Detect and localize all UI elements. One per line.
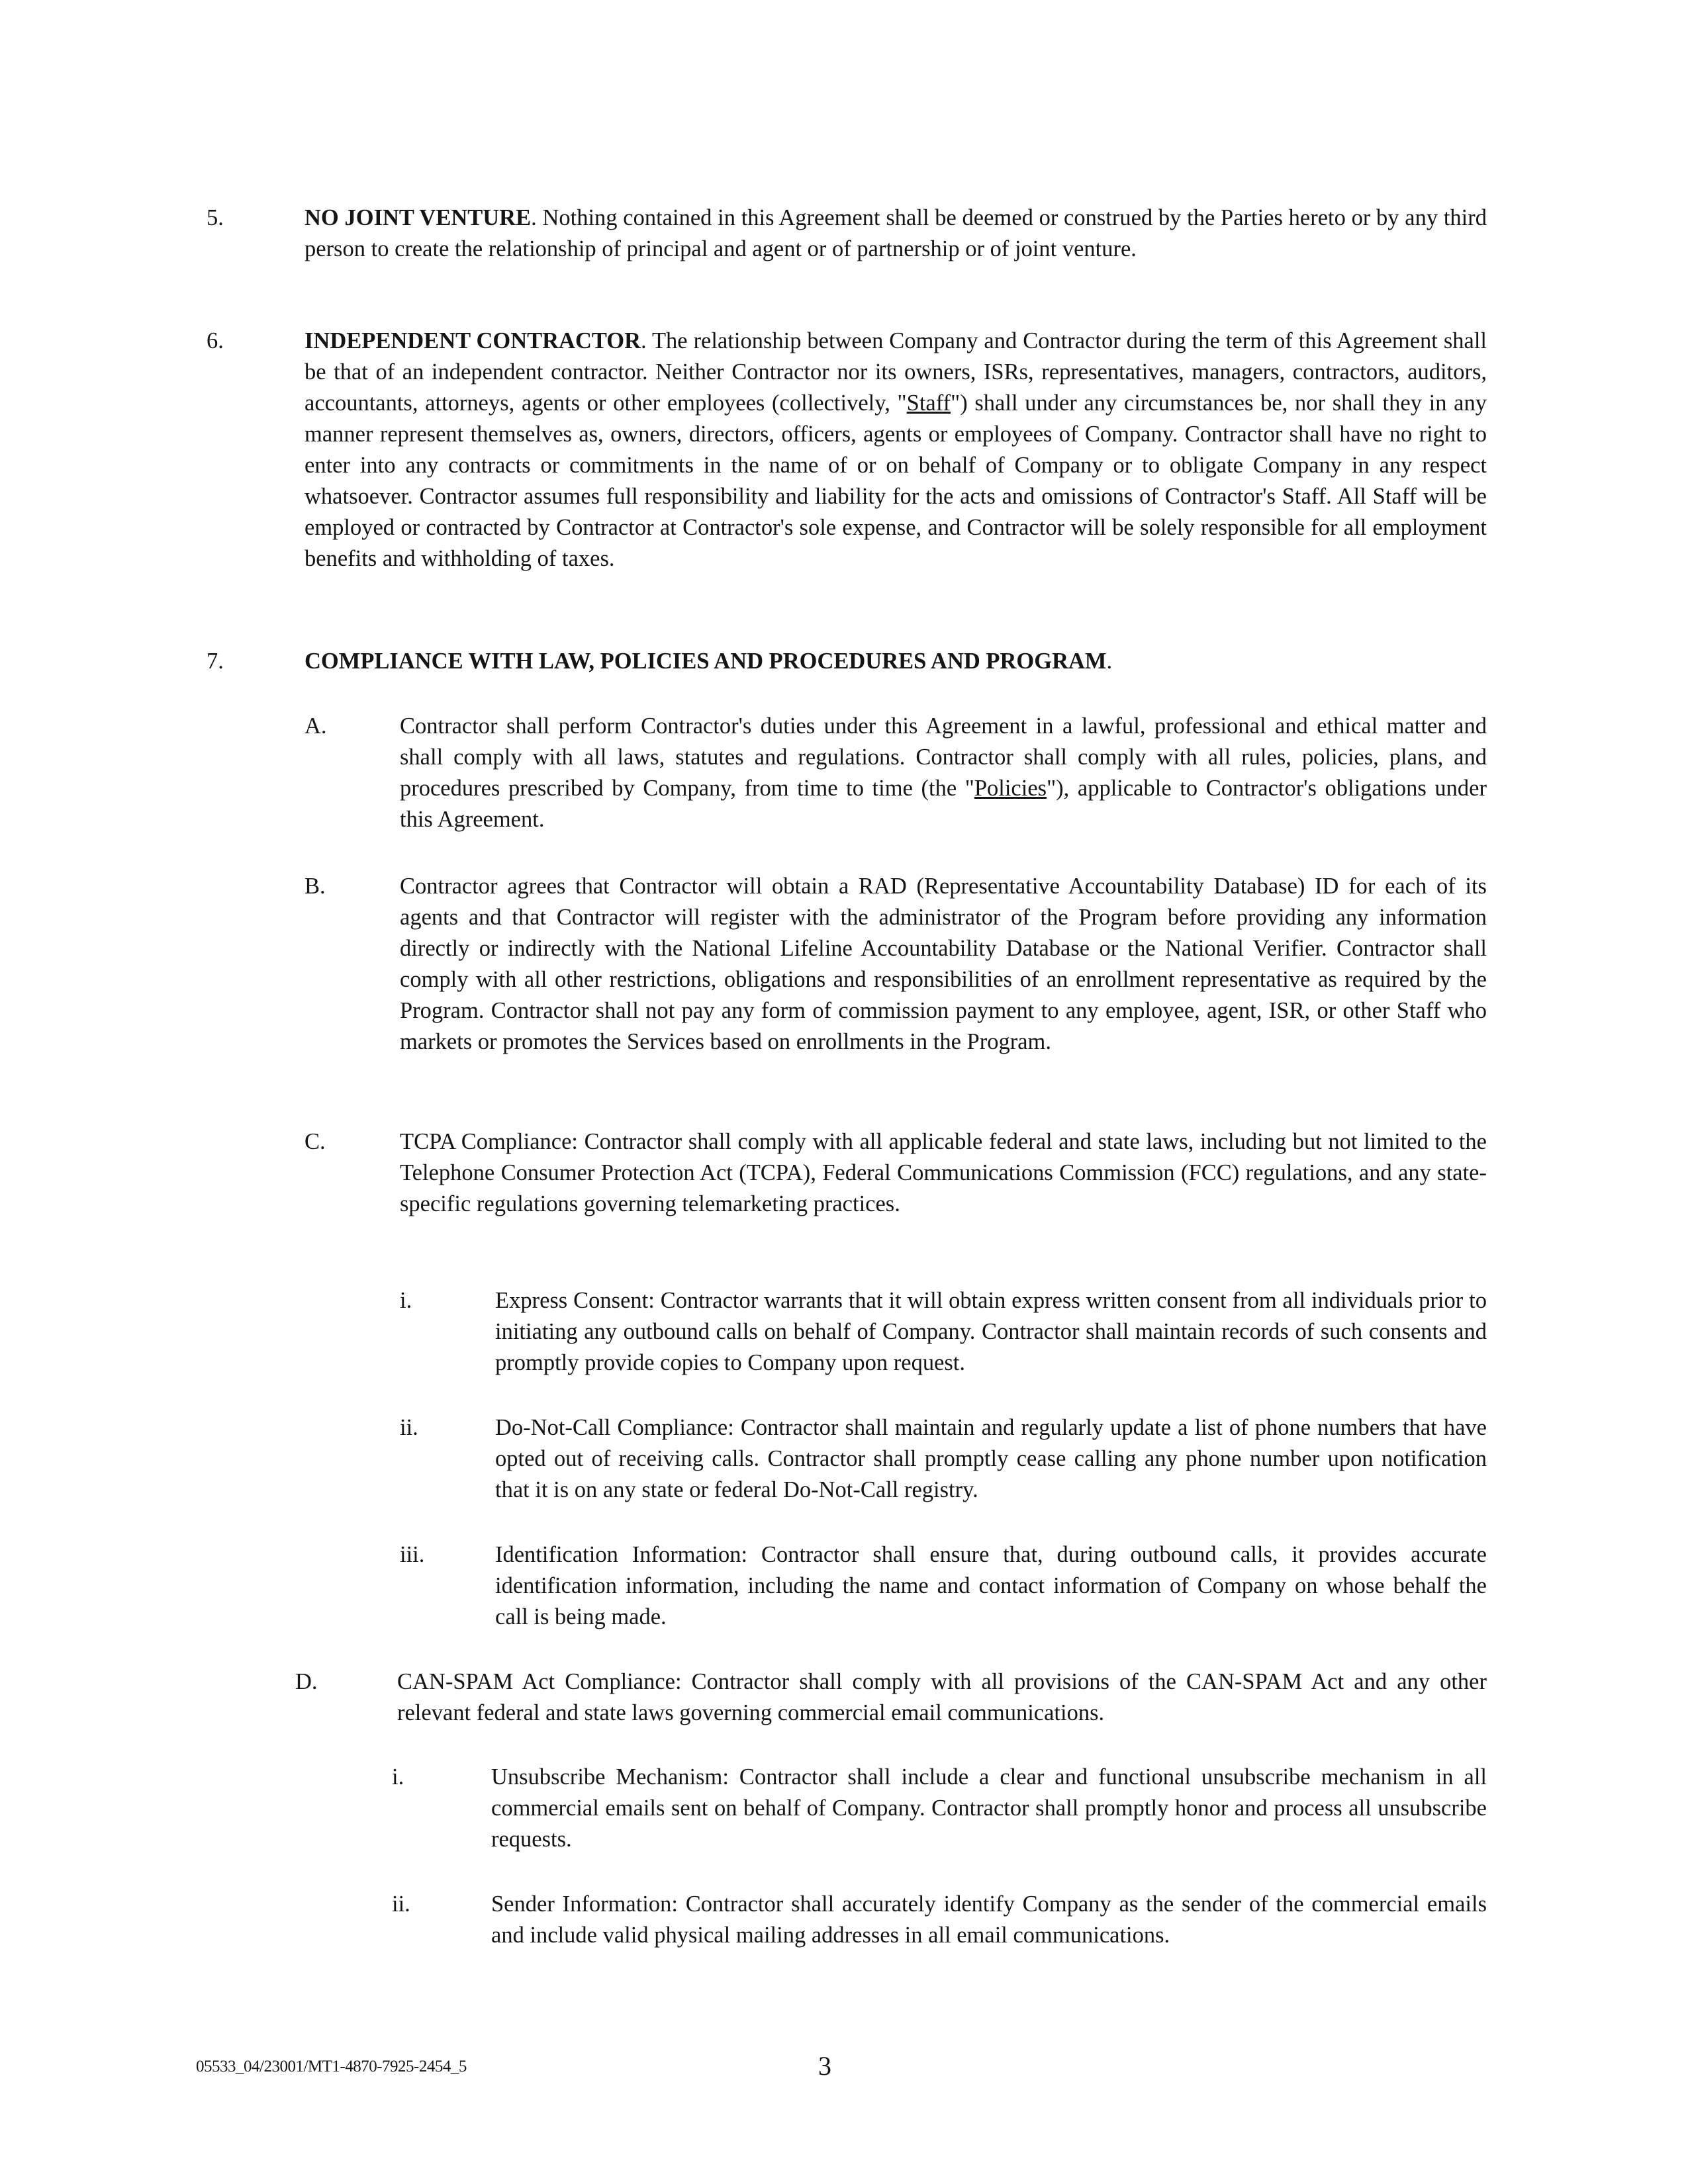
section-5-heading: NO JOINT VENTURE	[305, 205, 532, 230]
section-6-number: 6.	[207, 328, 224, 353]
subsection-c-item-do-not-call: Do-Not-Call Compliance: Contractor shall maintain and regularly update a list of phone numbers that have opted out of receiving calls. Contractor shall promptly cease calling any phone number upon notification that it is on any state or federal Do-Not-Call registry.	[495, 1415, 1487, 1502]
defined-term-policies: Policies	[974, 776, 1047, 801]
subsection-d-paragraph: CAN-SPAM Act Compliance: Contractor shall comply with all provisions of the CAN-SPAM Act and any other relevant federal and state laws governing commercial email communications.	[397, 1669, 1487, 1725]
subsection-d-item-label: ii.	[392, 1891, 410, 1917]
subsection-a-label: A.	[305, 713, 327, 739]
subsection-b-paragraph: Contractor agrees that Contractor will obtain a RAD (Representative Accountability Database) ID for each of its agents and that Contractor will register with the administrator of the Program before providing any information directly or indirectly with the National Lifeline Accountability Database or the National Verifier. Contractor shall comply with all other restrictions, obligations and responsibilities of an enrollment representative as required by the Program. Contractor shall not pay any form of commission payment to any employee, agent, ISR, or other Staff who markets or promotes the Services based on enrollments in the Program.	[400, 874, 1487, 1054]
subsection-a-paragraph	[400, 711, 1487, 835]
subsection-a-text-part1: Contractor shall perform Contractor's duties under this Agreement in a lawful, professional and ethical matter and shall comply with all laws, statutes and regulations. Contractor shall comply with all rules, policies, plans, and procedures prescribed by Company, from time to time (the "	[400, 713, 1487, 801]
subsection-d-item-sender-info: Sender Information: Contractor shall accurately identify Company as the sender of the commercial emails and include valid physical mailing addresses in all email communications.	[491, 1891, 1487, 1948]
page-number: 3	[818, 2051, 831, 2081]
section-6-text-part1: . The relationship between Company and Contractor during the term of this Agreement shall be that of an independent contractor. Neither Contractor nor its owners, ISRs, representatives, managers, contractors, auditors, accountants, attorneys, agents or other employees (collectively, "	[305, 328, 1487, 416]
subsection-c-item-express-consent: Express Consent: Contractor warrants that it will obtain express written consent from all individuals prior to initiating any outbound calls on behalf of Company. Contractor shall maintain records of such consents and promptly provide copies to Company upon request.	[495, 1288, 1487, 1375]
subsection-d-item-label: i.	[392, 1764, 404, 1790]
subsection-b-label: B.	[305, 874, 326, 899]
footer-document-id: 05533_04/23001/MT1-4870-7925-2454_5	[196, 2058, 467, 2075]
section-7-heading-period: .	[1106, 649, 1113, 674]
subsection-c-item-label: ii.	[400, 1415, 418, 1440]
section-6-heading: INDEPENDENT CONTRACTOR	[305, 328, 641, 353]
section-5-text: . Nothing contained in this Agreement shall be deemed or construed by the Parties hereto or by any third person to create the relationship of principal and agent or of partnership or of joint venture.	[305, 205, 1487, 261]
subsection-c-item-label: iii.	[400, 1542, 425, 1567]
section-7-number: 7.	[207, 649, 224, 674]
defined-term-staff: Staff	[906, 390, 951, 416]
subsection-d-label: D.	[295, 1669, 318, 1694]
subsection-c-paragraph: TCPA Compliance: Contractor shall comply with all applicable federal and state laws, including but not limited to the Telephone Consumer Protection Act (TCPA), Federal Communications Commission (FCC) regulations, and any state-specific regulations governing telemarketing practices.	[400, 1129, 1487, 1216]
subsection-c-label: C.	[305, 1129, 326, 1154]
section-6-text-part2: ") shall under any circumstances be, nor shall they in any manner represent themselves as, owners, directors, officers, agents or employees of Company. Contractor shall have no right to enter into any contracts or commitments in the name of or on behalf of Company or to obligate Company in any respect whatsoever. Contractor assumes full responsibility and liability for the acts and omissions of Contractor's Staff. All Staff will be employed or contracted by Contractor at Contractor's sole expense, and Contractor will be solely responsible for all employment benefits and withholding of taxes.	[305, 390, 1487, 571]
section-7-title	[305, 646, 1487, 677]
subsection-d-item-unsubscribe: Unsubscribe Mechanism: Contractor shall include a clear and functional unsubscribe mechanism in all commercial emails sent on behalf of Company. Contractor shall promptly honor and process all unsubscribe requests.	[491, 1764, 1487, 1852]
section-6-paragraph	[305, 326, 1487, 574]
subsection-c-item-label: i.	[400, 1288, 412, 1313]
subsection-c-item-identification: Identification Information: Contractor shall ensure that, during outbound calls, it provides accurate identification information, including the name and contact information of Company on whose behalf the call is being made.	[495, 1542, 1487, 1629]
section-5-paragraph	[305, 203, 1487, 265]
section-7-heading: COMPLIANCE WITH LAW, POLICIES AND PROCEDURES AND PROGRAM	[305, 649, 1107, 674]
section-5-number: 5.	[207, 205, 224, 230]
subsection-a-text-part2: "), applicable to Contractor's obligations under this Agreement.	[400, 776, 1487, 832]
